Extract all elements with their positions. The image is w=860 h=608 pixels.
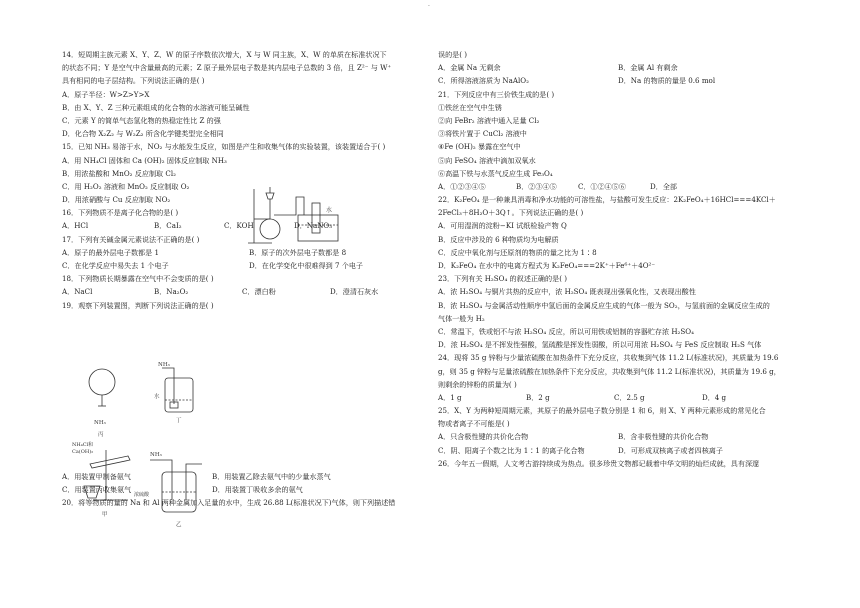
- q22-option-a: A．可用湿润的淀粉−KI 试纸检验产物 Q: [438, 221, 567, 231]
- question-23: [438, 272, 798, 351]
- q25-options-row: [438, 444, 798, 457]
- q24-line: 24．现将 35 g 锌粉与少量浓硫酸在加热条件下充分反应，共收集到气体 11.2 L(标准状况)，其质量为 19.6: [438, 353, 779, 363]
- q22-option-b: B．反应中涉及的 6 种物质均为电解质: [438, 234, 559, 244]
- header-mark: ·: [428, 3, 430, 10]
- q22-option-d: D．K₂FeO₄ 在水中的电离方程式为 K₂FeO₄===2K⁺＋Fe⁶⁺＋4O²⁻: [438, 261, 656, 270]
- q15-figure-label: 水: [326, 207, 333, 214]
- q18-option-a: A．NaCl: [62, 287, 93, 297]
- label-ding: 丁: [176, 418, 182, 424]
- q24-line: g，则 35 g 锌粉与足量浓硫酸在加热条件下充分反应，共收集到气体 11.2 L(标准状况)，其质量为 19.6 g，: [438, 366, 781, 376]
- q25-option-d: D．可形成双核离子或者四核离子: [618, 445, 723, 455]
- q21-item: ③将铁片置于 CuCl₂ 溶液中: [438, 129, 527, 139]
- question-25: [438, 404, 798, 457]
- trough: [298, 215, 338, 241]
- right-column: [438, 48, 798, 470]
- q23-line: 气体一般为 H₂: [438, 313, 485, 323]
- q23-line: D．浓 H₂SO₄ 是不挥发性强酸，氢硫酸是挥发性弱酸，所以可用浓 H₂SO₄ 与 FeS 反应制取 H₂S 气体: [438, 340, 762, 350]
- q15-apparatus-figure: [246, 185, 346, 247]
- q22-line: 22．K₂FeO₄ 是一种兼具消毒和净水功能的可溶性盐，与盐酸可发生反应：2K₂FeO₄＋16HCl===4KCl＋: [438, 195, 776, 205]
- q25-option-b: B．含非极性键的共价化合物: [618, 432, 709, 442]
- q14-line: 14．短周期主族元素 X、Y、Z、W 的原子序数依次增大，X 与 W 同主族，X、W 的单质在标准状况下: [62, 50, 387, 59]
- q24-line: 则剩余的锌粉的质量为( ): [438, 379, 517, 389]
- q20-line: 误的是( ): [438, 50, 468, 59]
- q25-option-c: C．阴、阳离子个数之比为 1∶1 的离子化合物: [438, 445, 585, 455]
- q25-option-a: A．只含极性键的共价化合物: [438, 432, 529, 442]
- q24-option-c: C．2.5 g: [614, 392, 645, 402]
- q20-options-row: [438, 61, 798, 74]
- q18-option-b: B．Na₂O₂: [154, 287, 189, 297]
- q19-apparatus-figure: [70, 360, 220, 530]
- q16-stem: 16．下列物质不是离子化合物的是( ): [62, 208, 179, 218]
- question-21: [438, 88, 798, 194]
- q25-line: 25．X、Y 为两种短周期元素，其原子的最外层电子数分别是 1 和 6，则 X、Y 两种元素形成的常见化合: [438, 406, 766, 416]
- q20-option-b: B．金属 Al 有剩余: [618, 63, 678, 73]
- q17-option-c: C．在化学反应中易失去 1 个电子: [62, 261, 169, 270]
- q15-stem: 15．已知 NH₃ 易溶于水，NO₂ 与水能发生反应，如图是产生和收集气体的实验装置，该装置适合于( ): [62, 142, 386, 152]
- question-26: [438, 457, 798, 470]
- question-22: [438, 193, 798, 272]
- q25-options-row: [438, 430, 798, 443]
- q18-option-c: C．漂白粉: [242, 287, 276, 297]
- delivery-tube: [274, 197, 304, 215]
- bottle-ding: [165, 378, 193, 412]
- q14-line: 的状态不同；Y 是空气中含量最高的元素；Z 原子最外层电子数是其内层电子总数的 3 倍，且 Z²⁻ 与 W⁺: [62, 63, 392, 73]
- q24-option-a: A．1 g: [438, 392, 462, 402]
- q20-option-c: C．所得溶液溶质为 NaAlO₂: [438, 76, 529, 86]
- q18-option-d: D．澄清石灰水: [330, 287, 379, 297]
- q19-option-c: C．用装置丙收集氨气: [62, 484, 132, 494]
- q20-options-row: [438, 74, 798, 87]
- q15-option-d: D．用浓硝酸与 Cu 反应制取 NO₂: [62, 195, 171, 205]
- q17-option-a: A．原子的最外层电子数都是 1: [62, 247, 160, 257]
- q19-option-a: A．用装置甲制备氨气: [62, 471, 131, 481]
- q23-line: B．浓 H₂SO₄ 与金属活动性顺序中氢后面的金属反应生成的气体一般为 SO₂，与氢前面的金属反应生成的: [438, 300, 770, 310]
- question-20-continued: [438, 48, 798, 88]
- q23-line: C．常温下，铁或铝不与浓 H₂SO₄ 反应，所以可用铁或铝制的容器贮存浓 H₂SO₄: [438, 326, 694, 336]
- q15-option-a: A．用 NH₄Cl 固体和 Ca (OH)₂ 固体反应制取 NH₃: [62, 155, 227, 165]
- q17-option-b: B．原子的次外层电子数都是 8: [249, 247, 347, 257]
- q21-stem: 21．下列反应中有三价铁生成的是( ): [438, 89, 555, 99]
- q14-option-c: C．元素 Y 的简单气态氢化物的热稳定性比 Z 的强: [62, 115, 221, 125]
- q15-option-b: B．用浓盐酸和 MnO₂ 反应制取 Cl₂: [62, 168, 176, 178]
- q16-option-b: B．CaI₂: [154, 221, 182, 231]
- label-nh3: NH₃: [94, 420, 106, 426]
- q21-option-d: D．全部: [650, 181, 677, 191]
- q19-option-b: B．用装置乙除去氨气中的少量水蒸气: [212, 471, 331, 481]
- q22-option-c: C．反应中氧化剂与还原剂的物质的量之比为 1∶8: [438, 247, 597, 257]
- collection-tube: [312, 203, 320, 233]
- q22-line: 2FeCl₃＋8H₂O＋3Q↑。下列说法正确的是( ): [438, 208, 584, 218]
- q20-option-d: D．Na 的物质的量是 0.6 mol: [618, 76, 716, 86]
- q20-line: 20．将等物质的量的 Na 和 Al 两种金属加入足量的水中，生成 26.88 L(标准状况下)气体，则下列描述错: [62, 498, 396, 508]
- q21-item: ⑥高温下铁与水蒸气反应生成 Fe₃O₄: [438, 168, 553, 178]
- label-bing: 丙: [98, 432, 104, 438]
- label-acid: 浓硫酸: [134, 492, 150, 498]
- label-yi: 乙: [176, 522, 182, 528]
- q18-stem: 18．下列物质长期暴露在空气中不会变质的是( ): [62, 274, 214, 284]
- label-reagents: Ca(OH)₂: [72, 449, 94, 455]
- question-24: [438, 351, 798, 404]
- q26-line: 26．今年五一假期，人文考古游持续成为热点。很多珍贵文物都记载着中华文明的灿烂成就，具有深邃: [438, 458, 760, 468]
- q21-option-b: B．②③④⑤: [516, 181, 557, 191]
- q14-option-a: A．原子半径：W>Z>Y>X: [62, 89, 150, 99]
- q17-options-row: [62, 259, 436, 272]
- q15-option-c: C．用 H₂O₂ 溶液和 MnO₂ 反应制取 O₂: [62, 181, 190, 191]
- lamp: [84, 486, 100, 498]
- q19-option-d: D．用装置丁吸收多余的氨气: [212, 484, 303, 494]
- q17-options-row: [62, 246, 436, 259]
- test-tube-jia: [90, 456, 130, 468]
- flask: [260, 219, 280, 239]
- q14-option-d: D．化合物 X₂Z₂ 与 W₂Z₂ 所含化学键类型完全相同: [62, 129, 224, 139]
- q24-option-b: B．2 g: [526, 392, 550, 402]
- question-14: [62, 48, 436, 140]
- q16-option-d: D．NaNO₃: [294, 221, 333, 231]
- question-18: [62, 272, 436, 298]
- q17-option-d: D．在化学变化中很难得到 7 个电子: [249, 261, 364, 270]
- q19-stem: 19．观察下列装置图，判断下列说法正确的是( ): [62, 300, 214, 310]
- q21-options: [438, 180, 798, 193]
- label-water: 水: [154, 394, 160, 400]
- q16-option-a: A．HCl: [62, 221, 89, 231]
- flask-bing: [89, 369, 115, 395]
- q14-line: 具有相同的电子层结构。下列说法正确的是( ): [62, 76, 205, 86]
- q21-item: ②向 FeBr₂ 溶液中通入足量 Cl₂: [438, 115, 540, 125]
- q24-option-d: D．4 g: [702, 392, 727, 402]
- label-nh3: NH₃: [150, 452, 162, 458]
- q23-line: A．浓 H₂SO₄ 与铜片共热的反应中，浓 H₂SO₄ 既表现出强氧化性，又表现出酸性: [438, 287, 696, 297]
- q23-stem: 23．下列有关 H₂SO₄ 的叙述正确的是( ): [438, 274, 567, 284]
- q14-option-b: B．由 X、Y、Z 三种元素组成的化合物的水溶液可能呈碱性: [62, 102, 250, 112]
- label-nh3: NH₃: [158, 362, 170, 368]
- q17-stem: 17．下列有关碱金属元素说法不正确的是( ): [62, 234, 200, 244]
- q20-option-a: A．金属 Na 无剩余: [438, 63, 501, 73]
- q21-option-c: C．①②④⑤⑥: [578, 181, 626, 191]
- label-jia: 甲: [102, 512, 108, 518]
- q21-option-a: A．①②③④⑤: [438, 181, 486, 191]
- q18-options: [62, 285, 436, 298]
- q21-item: ⑤向 FeSO₄ 溶液中滴加双氧水: [438, 155, 536, 165]
- label-reagents: NH₄Cl和: [72, 442, 94, 448]
- q25-line: 物或者离子不可能是( ): [438, 419, 510, 429]
- funnel: [266, 193, 274, 199]
- q24-options: [438, 391, 798, 404]
- q16-option-c: C．KOH: [224, 221, 254, 231]
- q21-item: ①铁丝在空气中生锈: [438, 102, 502, 112]
- q21-item: ④Fe (OH)₂ 暴露在空气中: [438, 142, 521, 152]
